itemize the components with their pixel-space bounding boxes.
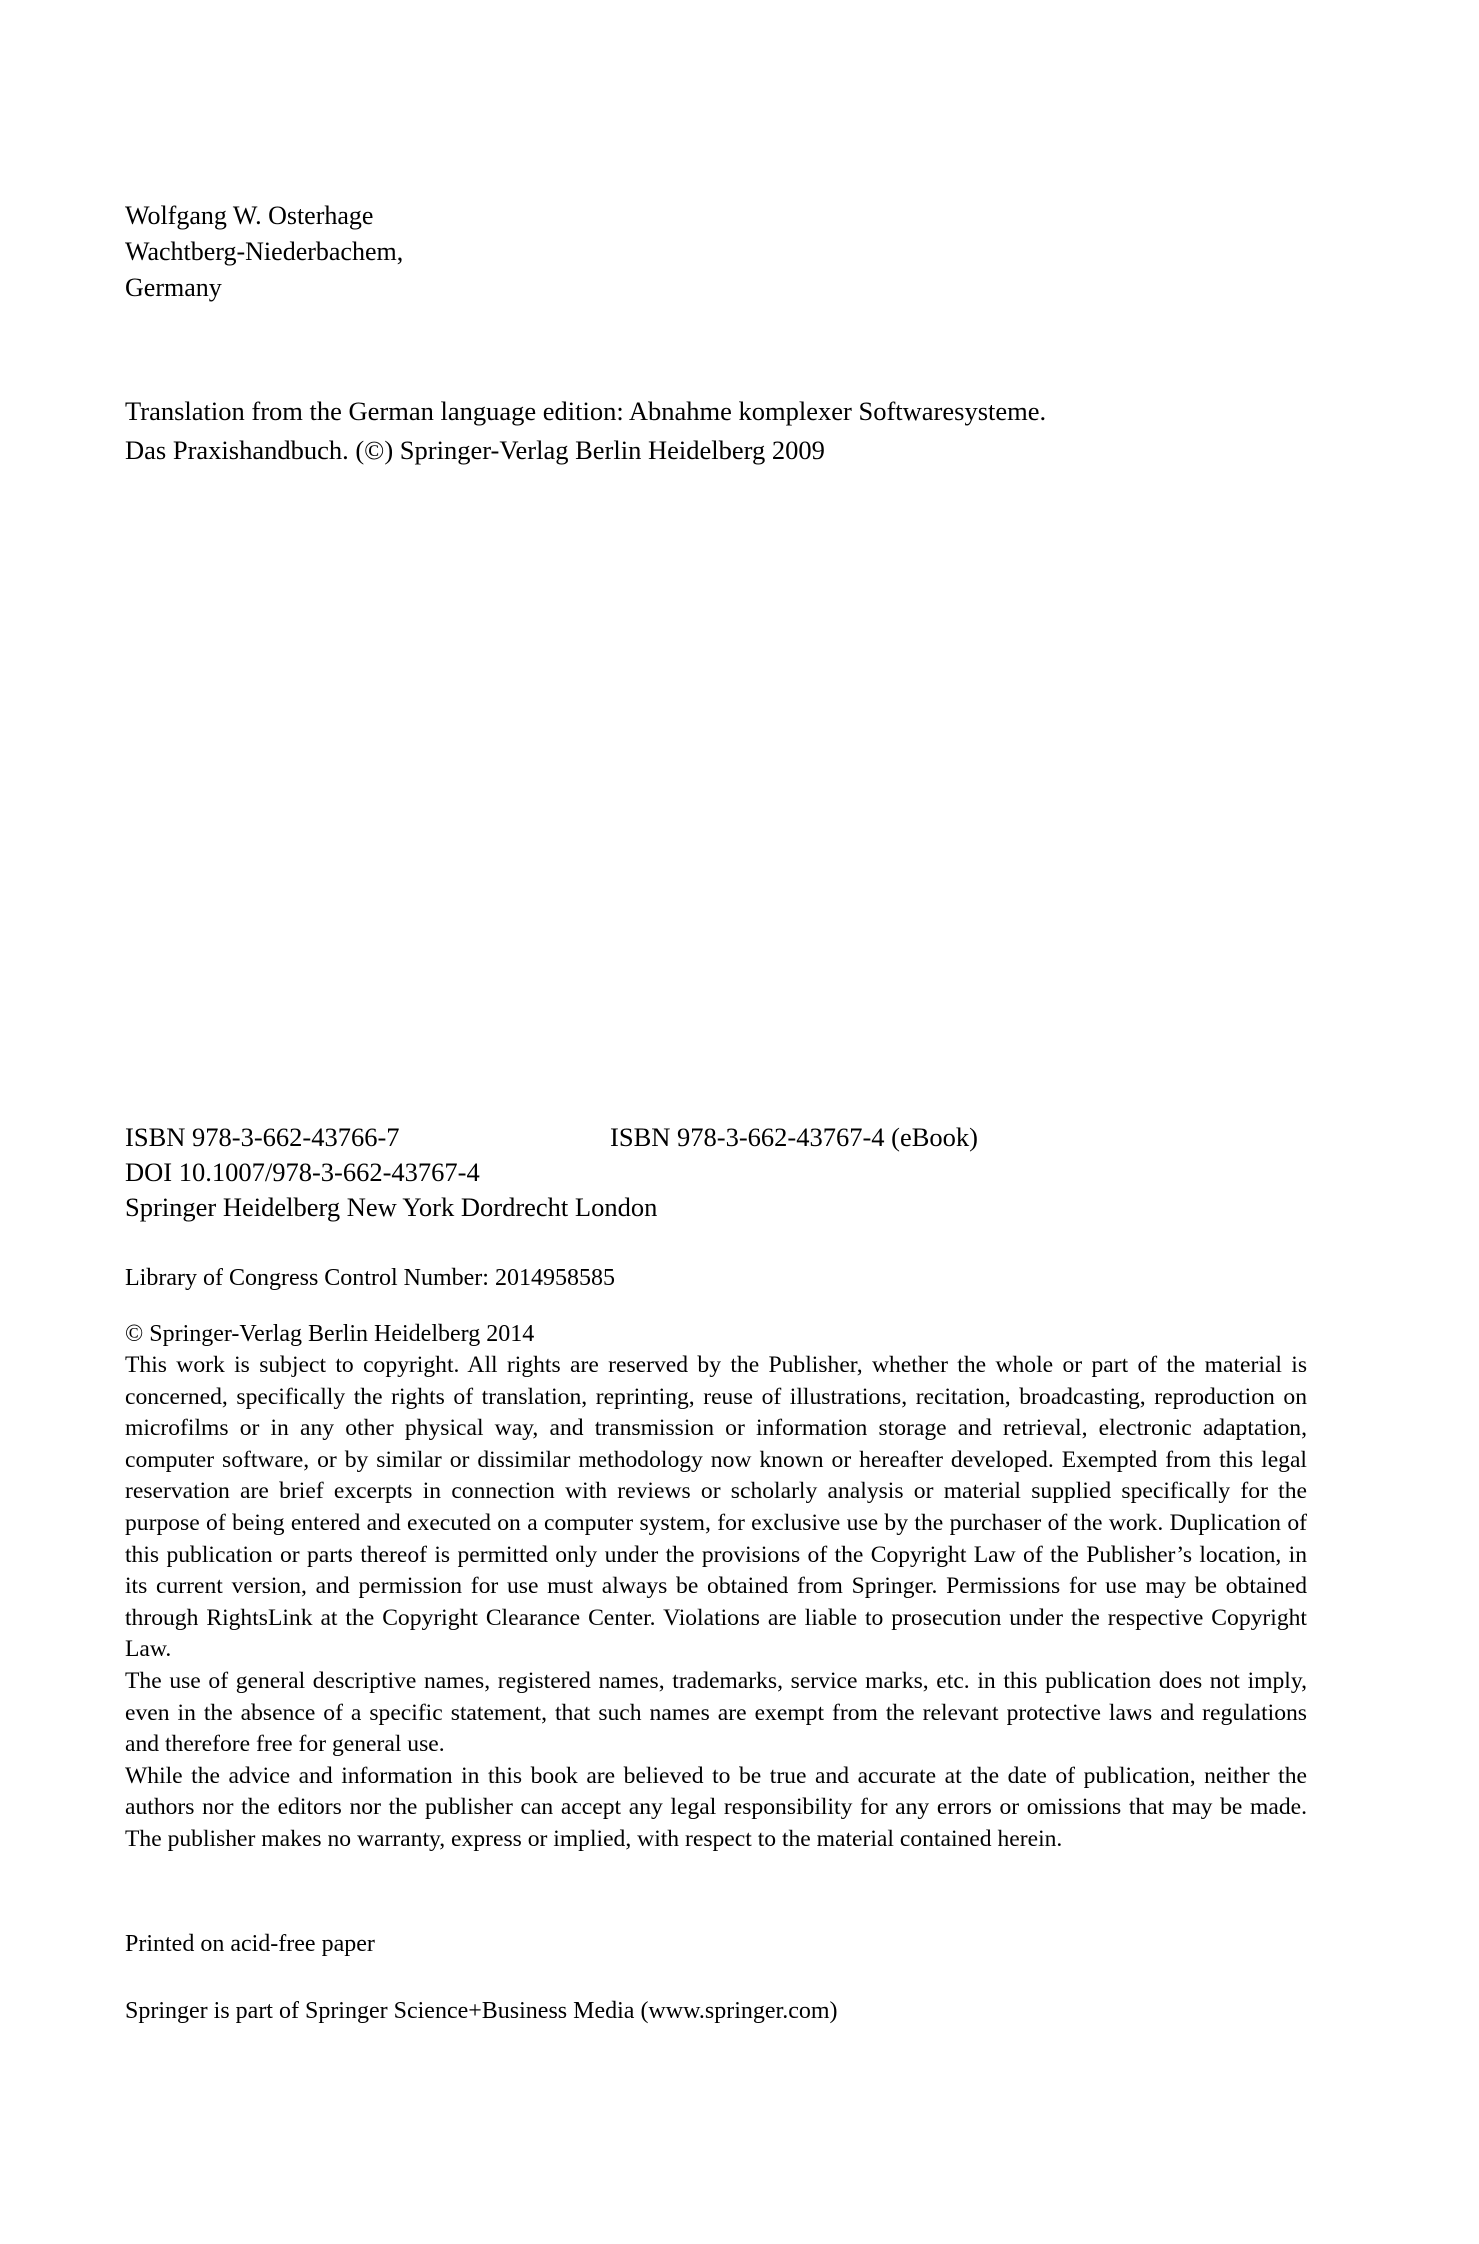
- springer-media-note: Springer is part of Springer Science+Business Media (www.springer.com): [125, 1998, 838, 2024]
- isbn-ebook: ISBN 978-3-662-43767-4 (eBook): [610, 1122, 979, 1152]
- legal-paragraph-rights: This work is subject to copyright. All rights are reserved by the Publisher, whether the whole or part of the material is concerned, specifically the rights of translation, reprinting, reuse of illustrations, recitation, broadcasting, reproduction on microfilms or in any other physical way, and transmission or information storage and retrieval, electronic adaptation, computer software, or by similar or dissimilar methodology now known or hereafter developed. Exempted from this legal reservation are brief excerpts in connection with reviews or scholarly analysis or material supplied specifically for the purpose of being entered and executed on a computer system, for exclusive use by the purchaser of the work. Duplication of this publication or parts thereof is permitted only under the provisions of the Copyright Law of the Publisher’s location, in its current version, and permission for use must always be obtained from Springer. Permissions for use may be obtained through RightsLink at the Copyright Clearance Center. Violations are liable to prosecution under the respective Copyright Law.: [125, 1352, 1307, 1663]
- author-block: [125, 198, 825, 306]
- legal-text-block: [125, 1350, 1307, 1856]
- isbn-block: [125, 1120, 1307, 1225]
- isbn-row: [125, 1120, 1307, 1155]
- author-address: Wachtberg-Niederbachem,: [125, 237, 404, 266]
- lccn-line: Library of Congress Control Number: 2014958585: [125, 1265, 615, 1291]
- isbn-print: ISBN 978-3-662-43766-7: [125, 1122, 400, 1152]
- author-country: Germany: [125, 273, 222, 302]
- printed-on-acid-free-paper-note: Printed on acid-free paper: [125, 1931, 375, 1957]
- legal-paragraph-trademarks: The use of general descriptive names, registered names, trademarks, service marks, etc. in this publication does not imply, even in the absence of a specific statement, that such names are exempt from the relevant protective laws and regulations and therefore free for general use.: [125, 1667, 1307, 1758]
- doi-line: DOI 10.1007/978-3-662-43767-4: [125, 1157, 480, 1187]
- translation-note-line-2: Das Praxishandbuch. (©) Springer-Verlag Berlin Heidelberg 2009: [125, 435, 825, 465]
- translation-note: [125, 392, 1307, 470]
- copyright-holder-line: © Springer-Verlag Berlin Heidelberg 2014: [125, 1321, 535, 1347]
- imprint-cities: Springer Heidelberg New York Dordrecht London: [125, 1192, 658, 1222]
- translation-note-line-1: Translation from the German language edition: Abnahme komplexer Softwaresysteme.: [125, 396, 1047, 426]
- author-name: Wolfgang W. Osterhage: [125, 201, 374, 230]
- legal-paragraph-disclaimer: While the advice and information in this book are believed to be true and accurate at the date of publication, neither the authors nor the editors nor the publisher can accept any legal responsibility for any errors or omissions that may be made. The publisher makes no warranty, express or implied, with respect to the material contained herein.: [125, 1762, 1307, 1852]
